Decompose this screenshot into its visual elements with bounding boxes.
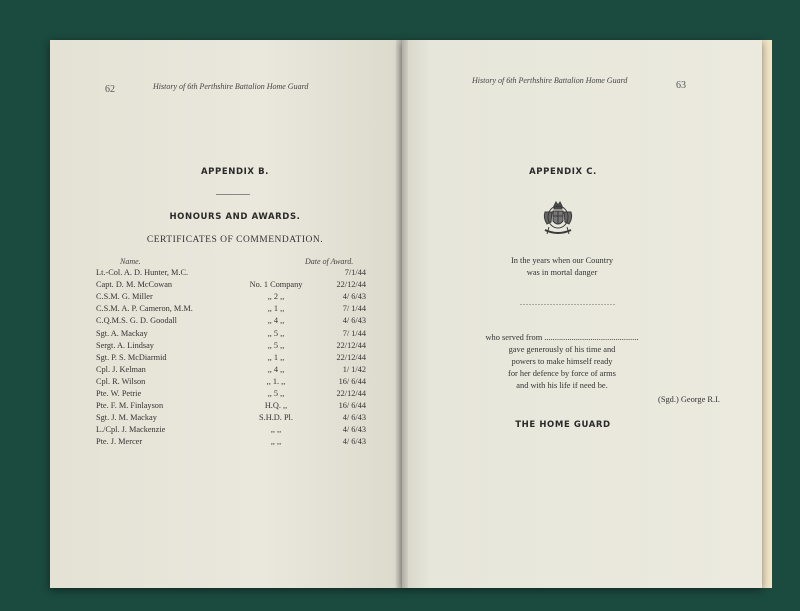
award-date: 22/12/44 bbox=[336, 389, 366, 398]
award-row bbox=[96, 292, 366, 304]
intro-line-1: In the years when our Country bbox=[510, 256, 614, 265]
left-page-number: 62 bbox=[105, 84, 115, 95]
award-name: C.S.M. A. P. Cameron, M.M. bbox=[96, 304, 193, 314]
award-name: C.Q.M.S. G. D. Goodall bbox=[96, 316, 177, 326]
col-date-header: Date of Award. bbox=[305, 257, 354, 266]
body-line-2: powers to make himself ready bbox=[511, 357, 613, 366]
award-date: 7/1/44 bbox=[344, 268, 366, 277]
award-unit: ,, 5 ,, bbox=[267, 328, 285, 338]
appendix-b-title: APPENDIX B. bbox=[201, 167, 269, 177]
award-name: Pte. J. Mercer bbox=[96, 437, 143, 447]
right-page-number: 63 bbox=[676, 80, 686, 91]
award-date: 1/ 1/42 bbox=[342, 364, 366, 374]
royal-signature: (Sgd.) George R.I. bbox=[658, 395, 720, 404]
award-row bbox=[96, 316, 366, 328]
award-unit: ,, 4 ,, bbox=[267, 316, 285, 326]
award-name: Sergt. A. Lindsay bbox=[96, 340, 154, 350]
award-unit: ,, 2 ,, bbox=[267, 292, 285, 302]
award-row bbox=[96, 329, 366, 341]
award-name: C.S.M. G. Miller bbox=[96, 292, 153, 302]
award-unit: ,, 5 ,, bbox=[267, 340, 285, 350]
award-unit: ,, 1 ,, bbox=[267, 352, 285, 362]
award-unit: No. 1 Company bbox=[249, 280, 303, 290]
award-date: 22/12/44 bbox=[336, 340, 366, 350]
award-date: 4/ 6/43 bbox=[342, 316, 366, 326]
award-name: Cpl. R. Wilson bbox=[96, 376, 146, 386]
award-date: 4/ 6/43 bbox=[342, 425, 366, 435]
award-row bbox=[96, 389, 366, 401]
right-page bbox=[402, 40, 762, 588]
award-date: 4/ 6/43 bbox=[342, 413, 366, 423]
award-unit: ,, ,, bbox=[270, 425, 282, 435]
award-row bbox=[96, 365, 366, 377]
award-name: L./Cpl. J. Mackenzie bbox=[96, 425, 166, 435]
award-name: Capt. D. M. McCowan bbox=[96, 280, 173, 290]
name-blank-line: ................................ bbox=[520, 298, 616, 307]
award-unit: S.H.D. Pl. bbox=[259, 413, 293, 423]
award-row bbox=[96, 280, 366, 292]
award-row bbox=[96, 353, 366, 365]
award-name: Sgt. A. Mackay bbox=[96, 328, 148, 338]
award-name: Pte. W. Petrie bbox=[96, 389, 142, 398]
award-unit: ,, ,, bbox=[270, 437, 282, 447]
gutter-shadow bbox=[396, 40, 408, 588]
award-date: 7/ 1/44 bbox=[342, 328, 366, 338]
award-unit: ,, 5 ,, bbox=[267, 389, 285, 398]
served-from-line: who served from ............................................. bbox=[485, 333, 639, 342]
award-row bbox=[96, 413, 366, 425]
award-row bbox=[96, 425, 366, 437]
award-row bbox=[96, 304, 366, 316]
award-row bbox=[96, 377, 366, 389]
home-guard-title: THE HOME GUARD bbox=[515, 420, 611, 430]
right-running-head: History of 6th Perthshire Battalion Home Guard bbox=[472, 76, 628, 85]
award-name: Sgt. P. S. McDiarmid bbox=[96, 352, 167, 362]
commendation-title: CERTIFICATES OF COMMENDATION. bbox=[146, 235, 324, 245]
award-name: Sgt. J. M. Mackay bbox=[96, 413, 157, 423]
body-line-3: for her defence by force of arms bbox=[508, 369, 616, 378]
award-row bbox=[96, 268, 366, 280]
award-unit: ,, 1. ,, bbox=[266, 376, 286, 386]
award-name: Cpl. J. Kelman bbox=[96, 364, 146, 374]
royal-coat-of-arms-icon bbox=[541, 200, 575, 240]
award-row bbox=[96, 401, 366, 413]
award-date: 22/12/44 bbox=[336, 352, 366, 362]
award-date: 16/ 6/44 bbox=[338, 401, 366, 411]
award-date: 22/12/44 bbox=[336, 280, 366, 290]
honours-title: HONOURS AND AWARDS. bbox=[169, 212, 301, 222]
award-unit: ,, 1 ,, bbox=[267, 304, 285, 314]
left-running-head: History of 6th Perthshire Battalion Home Guard bbox=[153, 82, 309, 91]
award-row bbox=[96, 437, 366, 449]
award-date: 4/ 6/43 bbox=[342, 292, 366, 302]
appendix-c-title: APPENDIX C. bbox=[529, 167, 597, 177]
award-name: Pte. F. M. Finlayson bbox=[96, 401, 164, 411]
intro-line-2: was in mortal danger bbox=[526, 268, 598, 277]
award-unit: ,, 4 ,, bbox=[267, 364, 285, 374]
divider bbox=[216, 194, 250, 195]
award-date: 16/ 6/44 bbox=[338, 376, 366, 386]
award-unit: H.Q. ,, bbox=[264, 401, 288, 411]
award-date: 4/ 6/43 bbox=[342, 437, 366, 447]
award-name: Lt.-Col. A. D. Hunter, M.C. bbox=[96, 268, 189, 277]
col-name-header: Name. bbox=[120, 257, 141, 266]
award-date: 7/ 1/44 bbox=[342, 304, 366, 314]
body-line-4: and with his life if need be. bbox=[516, 381, 608, 390]
body-line-1: gave generously of his time and bbox=[508, 345, 616, 354]
award-row bbox=[96, 341, 366, 353]
